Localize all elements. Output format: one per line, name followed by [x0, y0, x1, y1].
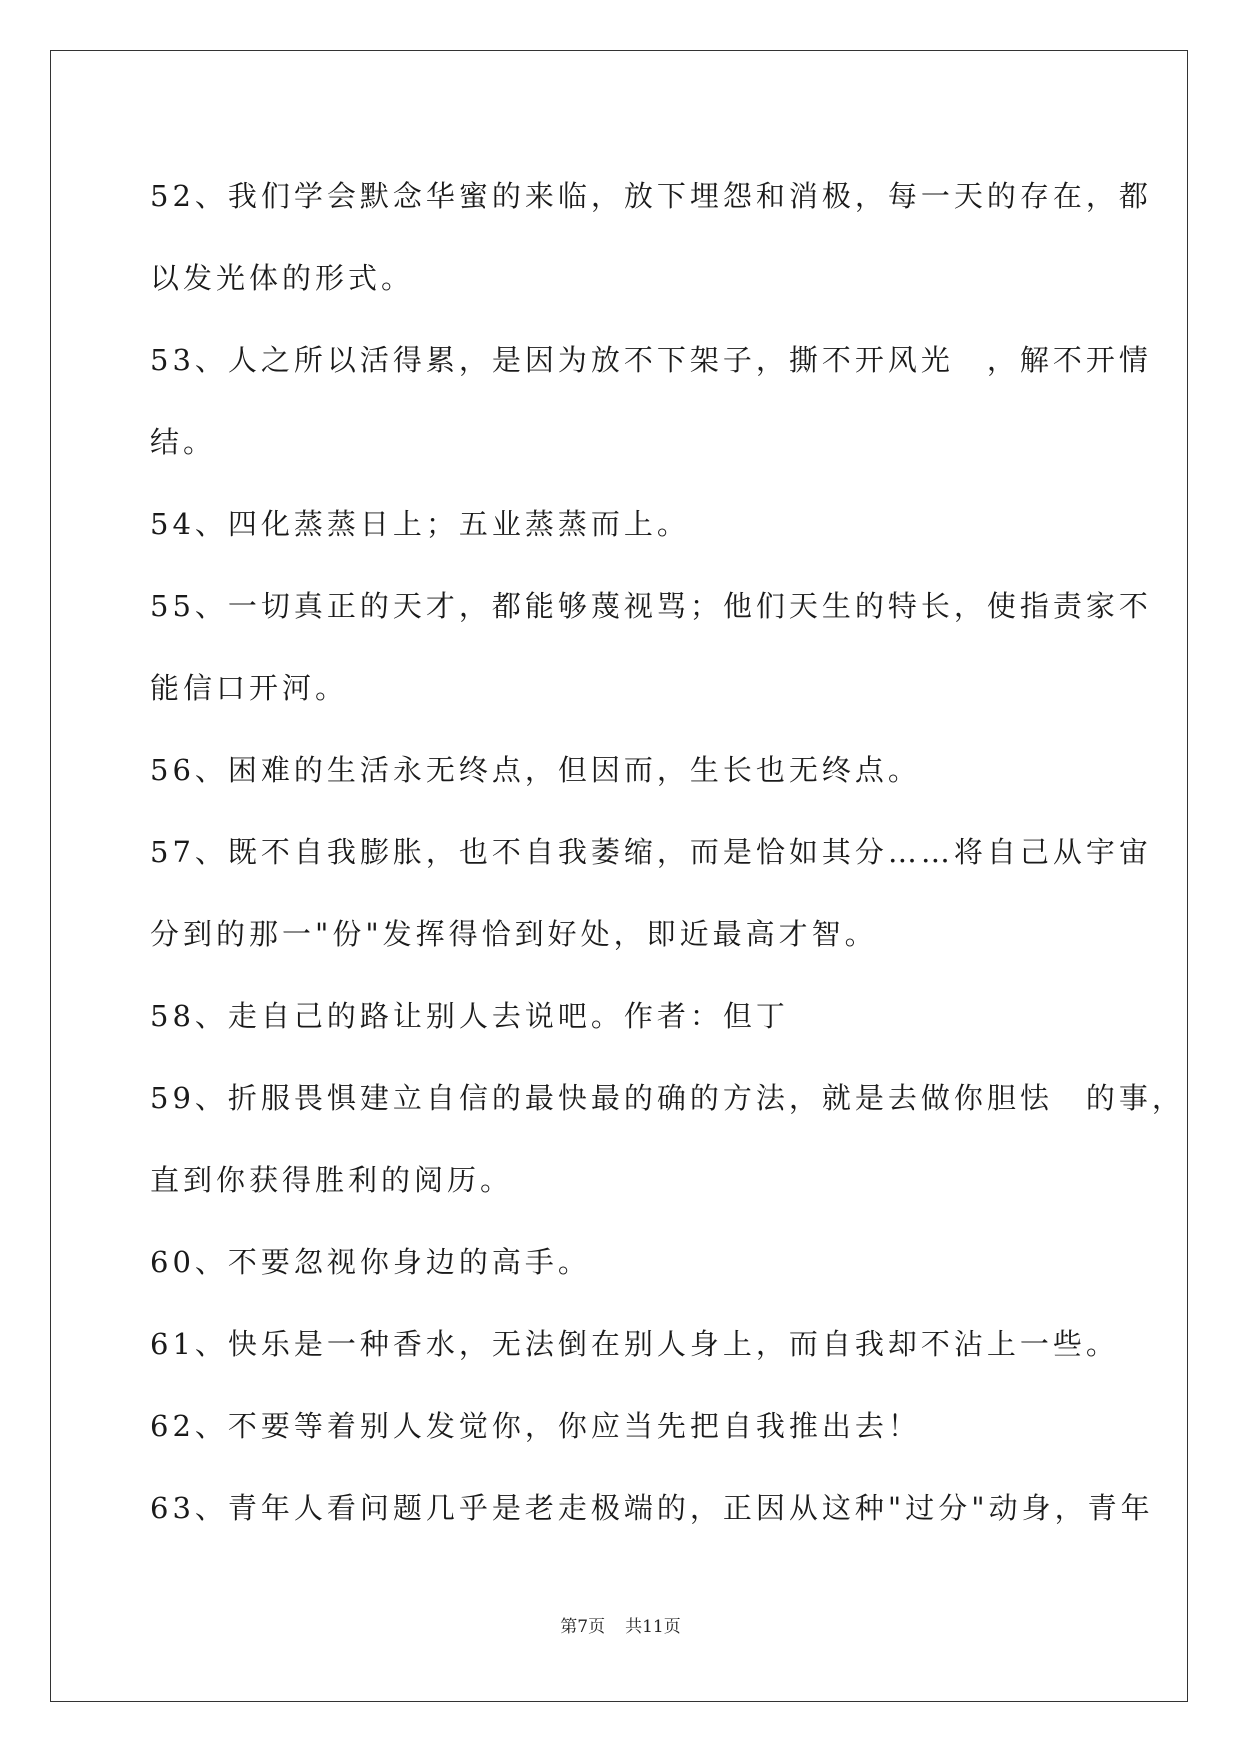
page-footer [0, 1612, 1241, 1637]
text-line: 以发光体的形式。 [150, 261, 415, 295]
page-total: 共11页 [625, 1617, 681, 1637]
text-line: 57、既不自我膨胀，也不自我萎缩，而是恰如其分……将自己从宇宙 [150, 835, 1152, 869]
text-line: 能信口开河。 [150, 671, 349, 705]
text-line: 58、走自己的路让别人去说吧。作者：但丁 [150, 999, 789, 1033]
text-line: 56、困难的生活永无终点，但因而，生长也无终点。 [150, 753, 921, 787]
text-line: 结。 [150, 425, 217, 459]
text-line: 分到的那一"份"发挥得恰到好处，即近最高才智。 [150, 917, 878, 951]
text-line: 61、快乐是一种香水，无法倒在别人身上，而自我却不沾上一些。 [150, 1327, 1119, 1361]
text-line: 52、我们学会默念华蜜的来临，放下埋怨和消极，每一天的存在，都 [150, 179, 1152, 213]
text-line: 54、四化蒸蒸日上；五业蒸蒸而上。 [150, 507, 690, 541]
text-line: 直到你获得胜利的阅历。 [150, 1163, 514, 1197]
text-line: 55、一切真正的天才，都能够蔑视骂；他们天生的特长，使指责家不 [150, 589, 1152, 623]
text-line: 53、人之所以活得累，是因为放不下架子，撕不开风光 ，解不开情 [150, 343, 1152, 377]
text-line: 63、青年人看问题几乎是老走极端的，正因从这种"过分"动身，青年 [150, 1491, 1154, 1525]
text-line: 59、折服畏惧建立自信的最快最的确的方法，就是去做你胆怯 的事， [150, 1081, 1185, 1115]
text-line: 60、不要忽视你身边的高手。 [150, 1245, 591, 1279]
document-body [150, 155, 1185, 1549]
text-line: 62、不要等着别人发觉你，你应当先把自我推出去！ [150, 1409, 921, 1443]
page-number: 第7页 [560, 1617, 606, 1637]
